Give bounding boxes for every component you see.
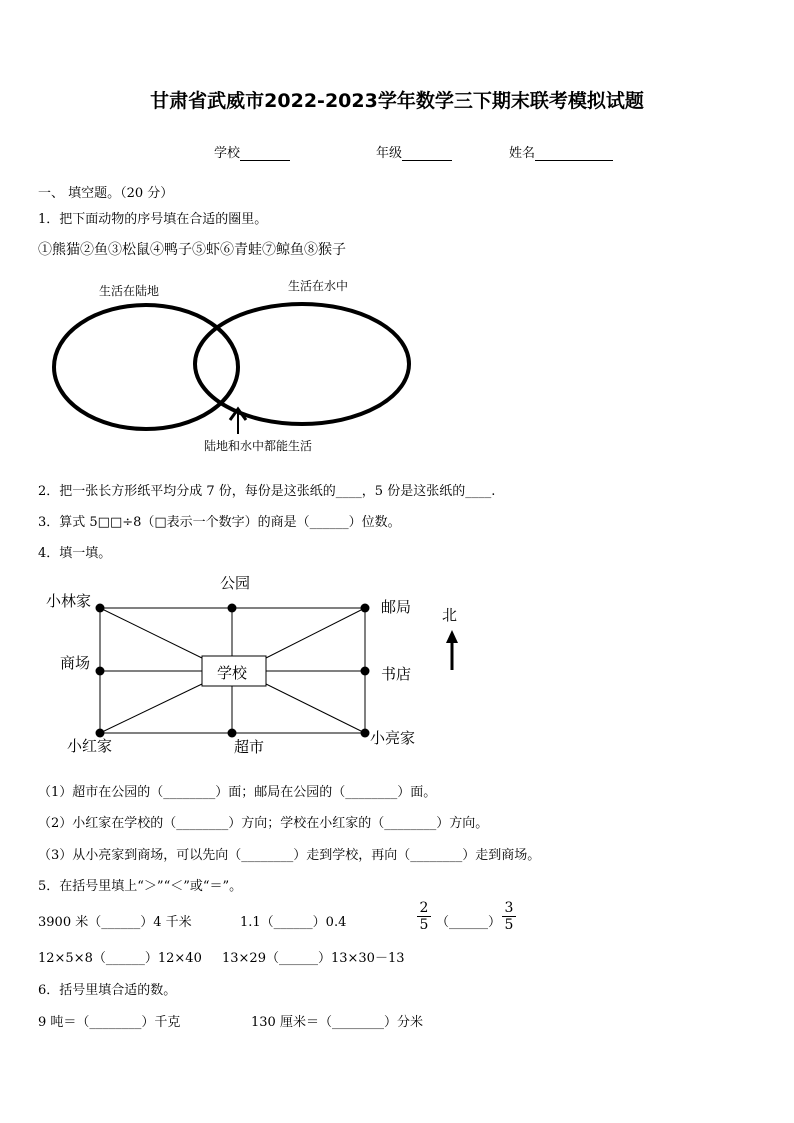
grade-blank[interactable] [402,146,452,161]
question-6-text: 6．括号里填合适的数。 [38,983,177,998]
name-label: 姓名 [509,146,536,161]
map-mall: 商场 [60,654,91,672]
venn-left-label: 生活在陆地 [99,284,160,298]
page-title: 甘肃省武威市2022-2023学年数学三下期末联考模拟试题 [150,90,644,112]
question-3: 3．算式 5□□÷8（□表示一个数字）的商是（______）位数。 [38,515,401,530]
q5-row1-a: 3900 米（______）4 千米 [38,915,192,930]
question-4-sub2: （2）小红家在学校的（________）方向；学校在小红家的（________）方向。 [38,816,489,831]
question-4-sub3: （3）从小亮家到商场，可以先向（________）走到学校，再向（________）走到商场。 [38,848,541,863]
map-xiaoliang: 小亮家 [370,729,416,747]
school-label: 学校 [214,146,241,161]
map-xiaohong: 小红家 [67,737,113,755]
animal-list: ①熊猫②鱼③松鼠④鸭子⑤虾⑥青蛙⑦鲸鱼⑧猴子 [38,242,346,258]
name-blank[interactable] [535,146,613,161]
q5-row1-c-blank: （______） [436,915,502,930]
grade-label: 年级 [376,146,403,161]
question-2: 2．把一张长方形纸平均分成 7 份，每份是这张纸的____，5 份是这张纸的____. [38,484,496,499]
venn-bottom-label: 陆地和水中都能生活 [204,439,313,453]
map-post: 邮局 [381,598,412,616]
question-5-text: 5．在括号里填上“＞”“＜”或“＝”。 [38,879,243,894]
land-circle [54,305,238,429]
map-north: 北 [442,606,458,624]
venn-diagram [40,270,440,460]
q5-row2-a: 12×5×8（______）12×40 [38,951,202,966]
map-diagram [40,570,480,760]
school-blank[interactable] [240,146,290,161]
q5-row1-b: 1.1（______）0.4 [240,915,347,930]
question-4-text: 4．填一填。 [38,546,112,561]
fraction-three-fifths [502,900,516,933]
north-arrow-icon [446,630,458,643]
fraction-two-fifths [417,900,431,933]
school-field[interactable] [214,142,290,161]
venn-right-label: 生活在水中 [288,279,349,293]
fraction-2-denominator: 5 [504,917,514,933]
fraction-1-numerator: 2 [417,900,431,917]
map-supermarket: 超市 [234,738,265,756]
q6-b: 130 厘米＝（________）分米 [251,1015,423,1030]
map-bookstore: 书店 [381,665,412,683]
map-school: 学校 [217,664,248,682]
q5-row2-b: 13×29（______）13×30－13 [222,951,405,966]
grade-field[interactable] [376,142,452,161]
question-4-sub1: （1）超市在公园的（________）面；邮局在公园的（________）面。 [38,785,437,800]
fraction-2-numerator: 3 [502,900,516,917]
water-circle [195,304,409,424]
section-heading: 一、 填空题。（20 分） [38,186,174,201]
name-field[interactable] [509,142,613,161]
map-park: 公园 [220,574,251,592]
map-xiaolin: 小林家 [46,592,92,610]
q6-a: 9 吨＝（________）千克 [38,1015,181,1030]
fraction-1-denominator: 5 [419,917,429,933]
question-1-text: 1．把下面动物的序号填在合适的圈里。 [38,212,268,227]
